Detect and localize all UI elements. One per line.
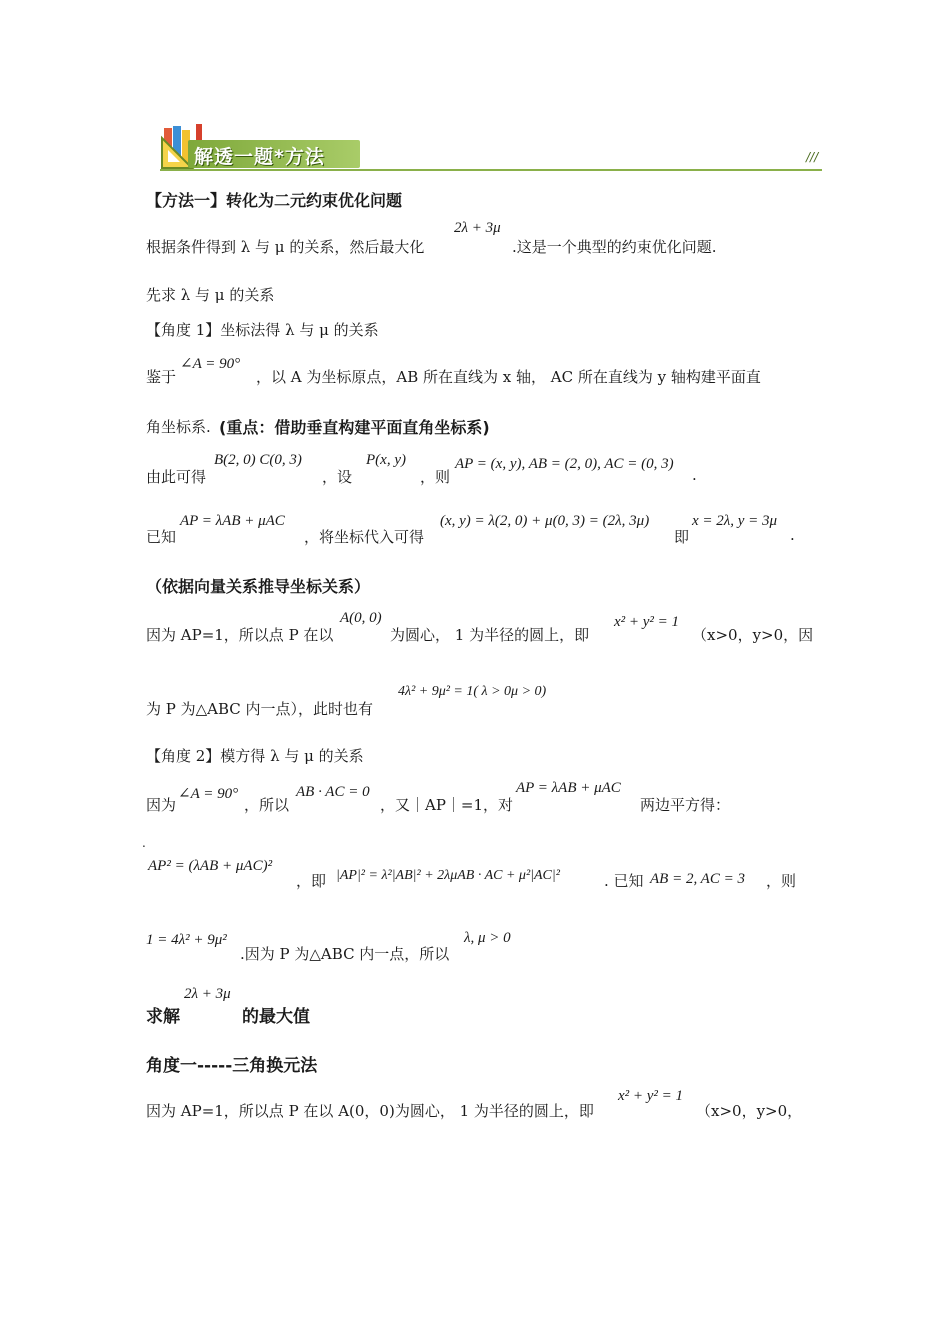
constraint-equation-math: 1 = 4λ² + 9μ²	[146, 932, 227, 948]
angle-one-line4-mid2: 即	[674, 528, 690, 546]
angle-two-line1-mid: ，所以	[244, 796, 290, 814]
unit-circle-math-2: x² + y² = 1	[618, 1088, 684, 1104]
angle-one-line3-pre: 由此可得	[146, 468, 207, 486]
angle-one-line6-pre: 为 P 为△ABC 内一点），此时也有	[146, 700, 374, 718]
key-point-note: (重点：借助垂直构建平面直角坐标系)	[219, 418, 490, 437]
angle-one-line3-mid2: ，则	[420, 468, 451, 486]
section2-line1-post: （x>0，y>0，	[696, 1102, 803, 1120]
squared-vector-math: AP² = (λAB + μAC)²	[148, 858, 273, 874]
angle-two-line2-post: ，则	[766, 872, 797, 890]
decor-slashes: ///	[806, 150, 819, 164]
vector-to-coord-note: （依据向量关系推导坐标关系）	[146, 577, 371, 596]
angle-one-line2-text: 角坐标系.	[146, 418, 211, 436]
angle-one-line5-pre: 因为 AP=1，所以点 P 在以	[146, 626, 334, 644]
section2-line1-pre: 因为 AP=1，所以点 P 在以 A(0，0)为圆心， 1 为半径的圆上，即	[146, 1102, 594, 1120]
angle-one-line4-mid: ，将坐标代入可得	[304, 528, 425, 546]
solve-title-post: 的最大值	[242, 1007, 310, 1027]
expanded-square-math: |AP|² = λ²|AB|² + 2λμAB · AC + μ²|AC|²	[336, 868, 560, 883]
method-one-title: 【方法一】转化为二元约束优化问题	[146, 191, 403, 210]
positivity-math: λ, μ > 0	[464, 930, 511, 946]
angle-two-line1-pre: 因为	[146, 796, 177, 814]
objective-expression: 2λ + 3μ	[454, 220, 501, 236]
angle-two-line3-mid: .因为 P 为△ABC 内一点，所以	[240, 945, 450, 963]
intro-line-tail: .这是一个典型的约束优化问题.	[512, 238, 717, 256]
angle-one-line5-mid: 为圆心， 1 为半径的圆上，即	[390, 626, 590, 644]
xy-lambda-mu-math: x = 2λ, y = 3μ	[692, 513, 778, 529]
points-bc-math: B(2, 0) C(0, 3)	[214, 452, 302, 468]
dot-product-zero-math: AB · AC = 0	[296, 784, 370, 800]
solve-title-math: 2λ + 3μ	[184, 986, 231, 1002]
unit-circle-math: x² + y² = 1	[614, 614, 680, 630]
angle-one-line3-end: .	[692, 466, 697, 484]
first-find-text: 先求 λ 与 μ 的关系	[146, 286, 275, 304]
trig-substitution-title: 角度一-----三角换元法	[146, 1056, 318, 1076]
angle-one-title: 【角度 1】坐标法得 λ 与 μ 的关系	[146, 321, 379, 339]
angle-two-line2-mid2: . 已知	[604, 872, 644, 890]
angle-two-line1-mid2: ，又｜AP｜=1，对	[380, 796, 514, 814]
angle-two-line1-post: 两边平方得：	[640, 796, 731, 814]
intro-line-text: 根据条件得到 λ 与 μ 的关系，然后最大化	[146, 238, 425, 256]
solve-title-pre: 求解	[146, 1007, 180, 1027]
coord-substitution-math: (x, y) = λ(2, 0) + μ(0, 3) = (2λ, 3μ)	[440, 513, 650, 529]
angle-one-line4-end: .	[790, 526, 795, 544]
side-lengths-math: AB = 2, AC = 3	[650, 871, 745, 887]
vector-relation-math-2: AP = λAB + μAC	[516, 780, 621, 796]
right-angle-math-2: ∠A = 90°	[178, 786, 239, 802]
vector-coords-math: AP = (x, y), AB = (2, 0), AC = (0, 3)	[455, 456, 674, 472]
angle-two-line2-mid: ，即	[296, 872, 327, 890]
vector-relation-math: AP = λAB + μAC	[180, 513, 285, 529]
ellipse-constraint-math: 4λ² + 9μ² = 1( λ > 0μ > 0)	[398, 684, 547, 699]
point-p-math: P(x, y)	[366, 452, 406, 468]
stray-dot: .	[142, 836, 146, 850]
angle-one-line5-post: （x>0，y>0，因	[692, 626, 814, 644]
angle-one-line3-mid: ，设	[322, 468, 353, 486]
angle-two-title: 【角度 2】模方得 λ 与 μ 的关系	[146, 747, 364, 765]
angle-one-line1-post: ，以 A 为坐标原点，AB 所在直线为 x 轴， AC 所在直线为 y 轴构建平面直	[256, 368, 761, 386]
origin-a-math: A(0, 0)	[340, 610, 382, 626]
section-banner	[160, 124, 360, 170]
banner-title: 解透一题*方法	[194, 146, 325, 168]
angle-one-line1-pre: 鉴于	[146, 368, 177, 386]
angle-one-line4-pre: 已知	[146, 528, 177, 546]
right-angle-math: ∠A = 90°	[180, 356, 241, 372]
header-divider	[160, 169, 822, 171]
